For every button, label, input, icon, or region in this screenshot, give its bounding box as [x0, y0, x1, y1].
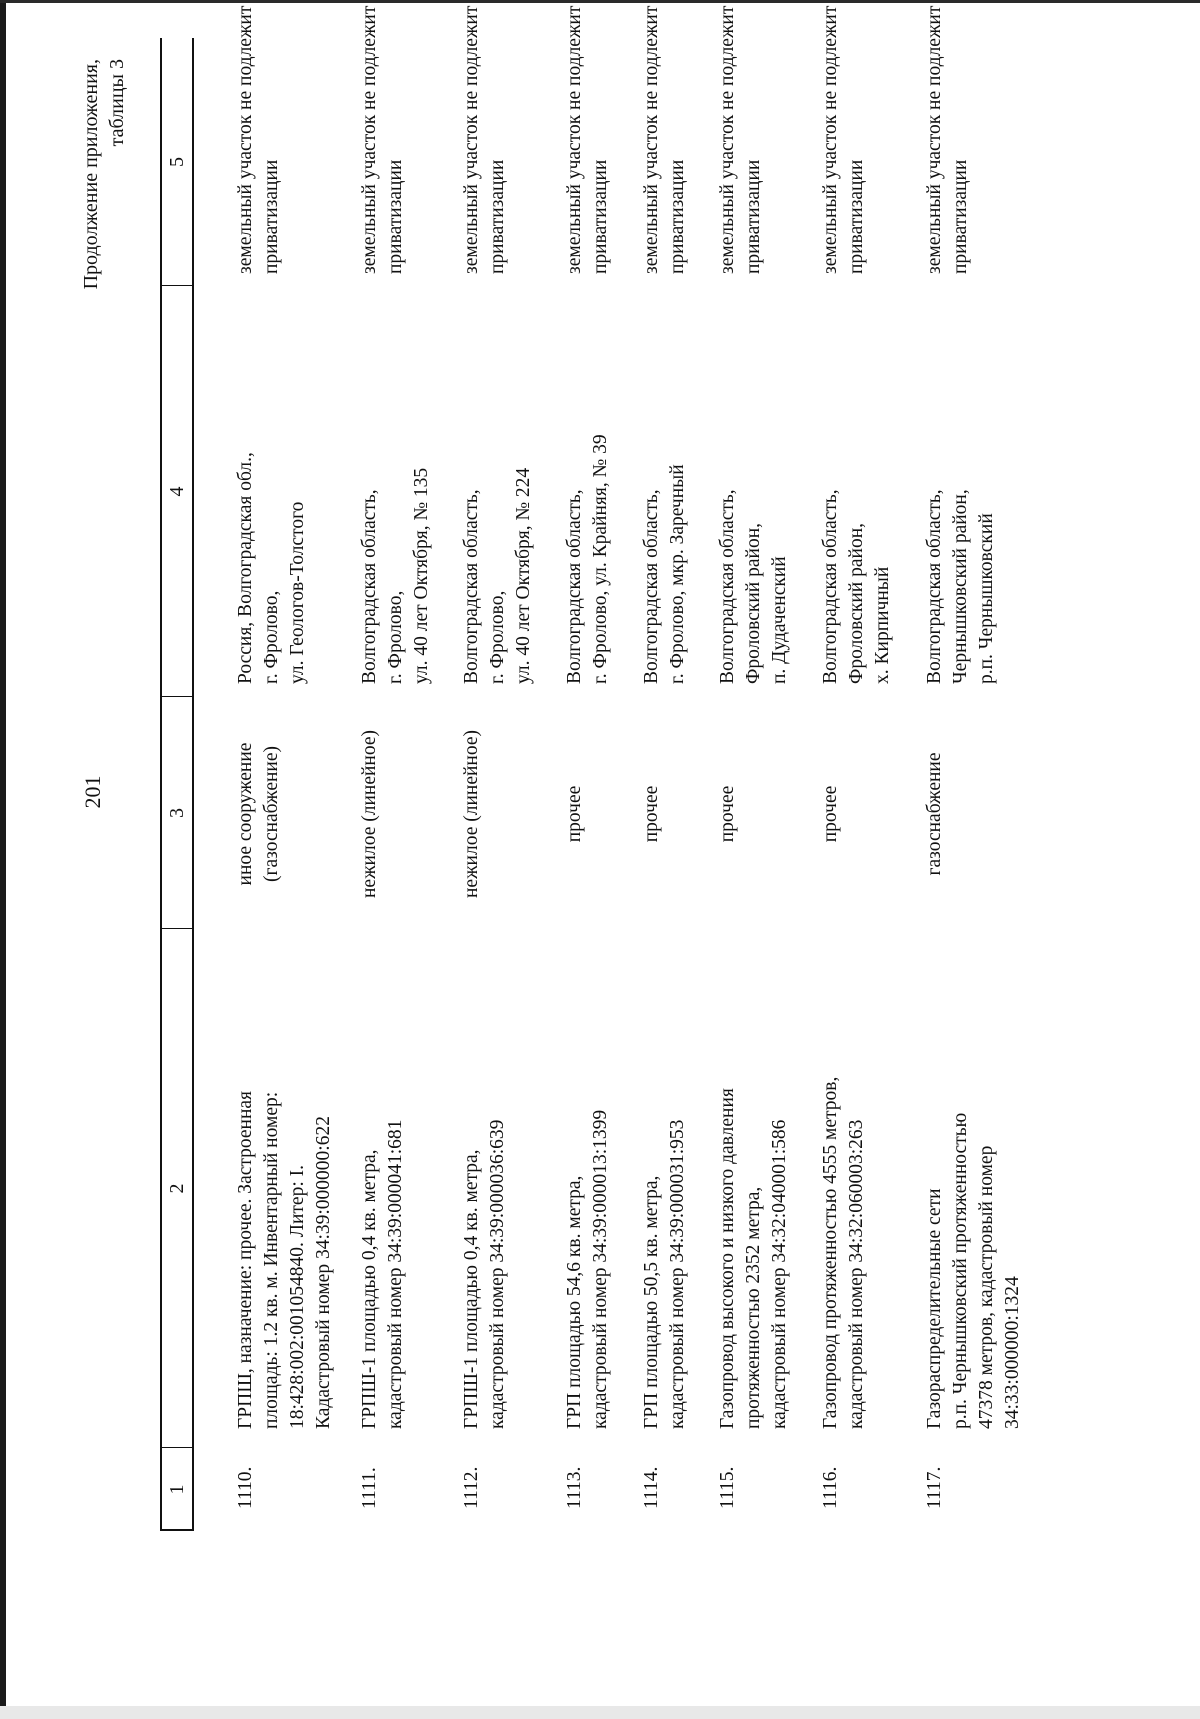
column-header-1: 1	[166, 1484, 188, 1495]
table-header-rule	[192, 38, 194, 1531]
privatization-note: земельный участок не подлежит приватизации	[641, 5, 688, 274]
continuation-text: Продолжение приложения, таблицы 3	[80, 59, 128, 290]
object-type: прочее	[641, 785, 662, 843]
object-type: прочее	[820, 785, 841, 843]
column-header-3: 3	[166, 808, 188, 818]
object-description: ГРПШ-1 площадью 0,4 кв. метра, кадастровый номер 34:39:000041:681	[359, 1119, 406, 1429]
object-description: Газопровод высокого и низкого давления протяженностью 2352 метра, кадастровый номер 34:32:040001:586	[717, 1088, 790, 1429]
table-top-rule	[160, 38, 162, 1531]
row-number: 1117.	[924, 1466, 945, 1509]
privatization-note: земельный участок не подлежит приватизации	[924, 5, 971, 274]
page-number: 201	[80, 775, 105, 809]
object-address: Волгоградская область, г. Фролово, ул. 40 лет Октября, № 135	[359, 467, 432, 684]
row-number: 1113.	[564, 1466, 585, 1509]
object-description: Газораспределительные сети р.п. Чернышковский протяженностью 47378 метров, кадастровый номер 34:33:000000:1324	[924, 1112, 1023, 1429]
row-number: 1110.	[235, 1466, 256, 1509]
object-description: ГРП площадью 50,5 кв. метра, кадастровый номер 34:39:000031:953	[641, 1119, 688, 1429]
privatization-note: земельный участок не подлежит приватизации	[717, 5, 764, 274]
continuation-title	[78, 59, 130, 349]
column-header-2: 2	[166, 1183, 188, 1194]
object-type: газоснабжение	[924, 752, 945, 876]
object-description: ГРП площадью 54,6 кв. метра, кадастровый номер 34:39:000013:1399	[564, 1109, 611, 1429]
object-address: Волгоградская область, Чернышковский район, р.п. Чернышковский	[924, 489, 997, 684]
object-address: Волгоградская область, Фроловский район, х. Кирпичный	[820, 489, 893, 684]
row-number: 1114.	[641, 1466, 662, 1509]
object-address: Волгоградская область, Фроловский район, п. Дудаченский	[717, 489, 790, 684]
column-header-4: 4	[166, 486, 188, 497]
object-type: нежилое (линейное)	[359, 730, 380, 899]
privatization-note: земельный участок не подлежит приватизации	[235, 5, 282, 274]
object-address: Россия, Волгоградская обл., г. Фролово, ул. Геологов-Толстого	[235, 452, 308, 684]
object-description: ГРПШ-1 площадью 0,4 кв. метра, кадастровый номер 34:39:000036:639	[461, 1119, 508, 1429]
row-number: 1115.	[717, 1466, 738, 1509]
privatization-note: земельный участок не подлежит приватизации	[461, 5, 508, 274]
row-number: 1112.	[461, 1466, 482, 1509]
row-number: 1116.	[820, 1466, 841, 1509]
column-header-5: 5	[166, 157, 188, 167]
object-type: иное сооружение (газоснабжение)	[235, 742, 282, 886]
object-address: Волгоградская область, г. Фролово, мкр. Заречный	[641, 464, 688, 684]
row-number: 1111.	[359, 1467, 380, 1509]
object-type: нежилое (линейное)	[461, 730, 482, 899]
object-description: ГРПШ, назначение: прочее. Застроенная площадь: 1.2 кв. м. Инвентарный номер: 18:428:002:001054840. Литер: I. Кадастровый номер 34:39:000000:622	[235, 1090, 334, 1429]
object-address: Волгоградская область, г. Фролово, ул. 40 лет Октября, № 224	[461, 467, 534, 684]
privatization-note: земельный участок не подлежит приватизации	[820, 5, 867, 274]
privatization-note: земельный участок не подлежит приватизации	[564, 5, 611, 274]
object-description: Газопровод протяженностью 4555 метров, кадастровый номер 34:32:060003:263	[820, 1076, 867, 1429]
privatization-note: земельный участок не подлежит приватизации	[359, 5, 406, 274]
object-type: прочее	[564, 785, 585, 843]
object-type: прочее	[717, 785, 738, 843]
object-address: Волгоградская область, г. Фролово, ул. Крайняя, № 39	[564, 434, 611, 684]
